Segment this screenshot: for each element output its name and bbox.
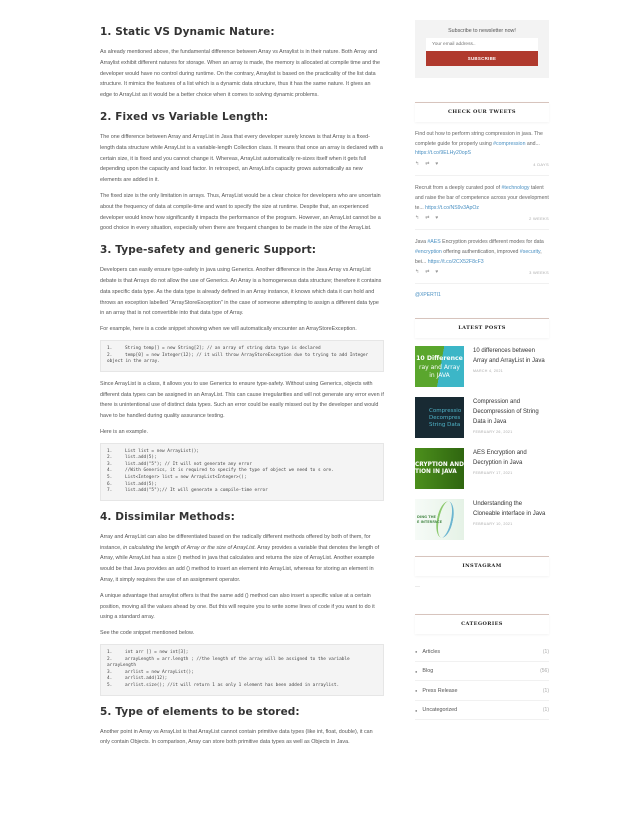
post-thumbnail[interactable]: Compressio Decompres String Data (415, 397, 464, 438)
tweet-time[interactable]: 4 DAYS (533, 162, 549, 168)
post-thumbnail[interactable]: DING THE E INTERFACE (415, 499, 464, 540)
paragraph: Here is an example. (100, 428, 148, 435)
category-item-blog[interactable]: ● Blog (56) (415, 662, 549, 682)
paragraph: Array and ArrayList can also be differentiated based on the radically different methods offered by both of them, for instance, in calculating the length of Array or the size of ArrayList. Array provides a variable that denotes the length of Array, while ArrayList has a size () method in java that calculates and returns the size of ArrayList. Another example would be that Java provides an add () method to insert an element into ArrayList, whereas for storing an element in Array, it simply requires the use of an assignment operator. (100, 533, 380, 584)
reply-icon[interactable]: ↰ (415, 215, 420, 222)
paragraph: Developers can easily ensure type-safety in java using Generics. Another difference in the Java Array vs ArrayList debate is that Arrays do not allow the use of Generics. An Array is a homogeneous data structure; therefore it contains data specific data type. As the data type is already defined in an Array instance, it knows which data it can hold and throws an exception labelled "ArrayStoreException" in the case of someone attempting to assign a different data type in an array that is not convertible into that data type of Array. (100, 267, 382, 317)
categories-widget-title: CATEGORIES (415, 614, 549, 634)
code-line: 5. List<Integer> list = new ArrayList<Integer>(); (107, 475, 247, 481)
section-static-dynamic (100, 26, 384, 101)
category-count: (56) (540, 668, 549, 675)
post-date: FEBRUARY 26, 2021 (473, 430, 513, 435)
post-thumbnail[interactable]: CRYPTION AND TION IN JAVA (415, 448, 464, 489)
hashtag-link[interactable]: #encryption (415, 248, 442, 255)
retweet-icon[interactable]: ⇄ (425, 161, 430, 168)
bullet-icon: ● (415, 707, 418, 713)
category-item-articles[interactable]: ● Articles (1) (415, 642, 549, 662)
tweet-item (415, 238, 549, 284)
hashtag-link[interactable]: #compression (493, 140, 526, 147)
post-title-link[interactable]: Understanding the Cloneable interface in Java (473, 501, 546, 518)
paragraph: For example, here is a code snippet showing when we will automatically encounter an ArrayStoreException. (100, 326, 357, 333)
email-input[interactable]: Your email address.. (426, 38, 538, 51)
code-line: 7. list.add("5");// It will generate a compile-time error (107, 488, 268, 494)
paragraph: The one difference between Array and ArrayList in Java that every developer surely knows is that Array is a fixed-length data structure while ArrayList is a variable-length Collection class. It means that once an array is declared with a certain size, it is fixed and you cannot change it. Whereas, ArrayList automatically re-sizes itself when it gets full depending upon the capacity and load factor. In retrospect, an ArrayList's capacity grows automatically as new elements are added in it. (100, 133, 383, 184)
latest-post-item[interactable] (415, 346, 549, 388)
heart-icon[interactable]: ♥ (435, 269, 439, 276)
tweets-widget-title: CHECK OUR TWEETS (415, 102, 549, 122)
tweet-url-link[interactable]: https://t.co/NS9v3ApOz (425, 204, 480, 211)
article-content (100, 22, 384, 758)
newsletter-widget (415, 20, 549, 78)
newsletter-title: Subscribe to newsletter now! (448, 28, 516, 34)
twitter-handle-link[interactable]: @XPERTI1 (415, 292, 441, 299)
code-line: 1. List list = new ArrayList(); (107, 448, 200, 454)
category-item-uncategorized[interactable]: ● Uncategorized (1) (415, 701, 549, 721)
retweet-icon[interactable]: ⇄ (425, 215, 430, 222)
post-date: MARCH 4, 2021 (473, 369, 504, 374)
section-heading: 2. Fixed vs Variable Length: (100, 110, 269, 123)
paragraph: Since ArrayList is a class, it allows you to use Generics to ensure type-safety. Without using Generics, objects with different data types can be assigned in an ArrayList. This can cause irregularities and will not generate any error even if there is unintentional use of distinct data types. Such an error could be easily missed out by the developer and would have to be handled during quality assurance testing. (100, 380, 384, 420)
subscribe-button[interactable]: SUBSCRIBE (426, 51, 538, 66)
heart-icon[interactable]: ♥ (435, 161, 439, 168)
code-line: 6. list.add(5); (107, 481, 157, 487)
code-line: 5. arrlist.size(); //it will return 1 as only 1 element has been added in arraylist. (107, 683, 340, 688)
post-date: FEBRUARY 10, 2021 (473, 522, 513, 527)
hashtag-link[interactable]: #AES (427, 239, 441, 246)
tweet-url-link[interactable]: https://t.co/2CX52F8cF3 (427, 258, 484, 265)
latest-posts-widget-title: LATEST POSTS (415, 318, 549, 338)
code-line: 4. arrlist.add(12); (107, 676, 168, 682)
paragraph: As already mentioned above, the fundamental difference between Array vs Arraylist is in their nature. Both Array and Arraylist exhibit different natures for storage. When an array is made, the memory is allocated at compile time and the developer would have no control during runtime. On the contrary, Arraylist is based on the practicality of the list data structure. It mimics the features of a list which is a dynamic data structure, thus it has the same nature. It gives an edge to ArrayList as it would be a better choice when it comes to solving dynamic problems. (100, 49, 381, 99)
paragraph: Another point in Array vs ArrayList is that ArrayList cannot contain primitive data types (like int, float, double), it can only contain Objects. In comparison, Array can store both primitive data types as well as Objects in Java. (100, 728, 373, 746)
tweet-time[interactable]: 3 WEEKS (529, 270, 549, 276)
category-count: (1) (542, 707, 549, 714)
tweet-time[interactable]: 2 WEEKS (529, 216, 549, 222)
section-type-safety (100, 244, 384, 501)
section-heading: 1. Static VS Dynamic Nature: (100, 26, 275, 38)
bullet-icon: ● (415, 668, 418, 674)
retweet-icon[interactable]: ⇄ (425, 269, 430, 276)
code-line: 2. arrayLength = arr.length ; //the length of the array will be assigned to the variable arrayLength (107, 656, 353, 669)
section-dissimilar-methods (100, 511, 384, 696)
category-item-press-release[interactable]: ● Press Release (1) (415, 681, 549, 701)
section-heading: 5. Type of elements to be stored: (100, 705, 300, 718)
paragraph: A unique advantage that arraylist offers is that the same add () method can also insert a specific value at a certain position, moving all the values ahead by one. But this will require you to write some lines of code if you want to do it using a standard array. (100, 592, 375, 621)
instagram-widget-title: INSTAGRAM (415, 556, 549, 576)
tweet-text: Java #AES Encryption provides different modes for data #encryption offering authentication, improved #security, bei... https://t.co/2CX52F8cF3 (415, 239, 544, 265)
category-count: (1) (542, 687, 549, 694)
tweet-url-link[interactable]: https://t.co/9ELHy20opS (415, 150, 471, 157)
tweet-item (415, 130, 549, 176)
section-fixed-variable (100, 111, 384, 234)
latest-post-item[interactable] (415, 448, 549, 490)
post-thumbnail[interactable]: 10 Difference ray and Array in JAVA (415, 346, 464, 387)
post-title-link[interactable]: AES Encryption and Decryption in Java (473, 450, 527, 467)
instagram-feed: — (415, 584, 420, 591)
code-line: 1. String temp[] = new String[2]; // an array of string data type is declared (107, 345, 321, 351)
post-date: FEBRUARY 17, 2021 (473, 471, 513, 476)
tweet-item (415, 184, 549, 230)
section-heading: 4. Dissimilar Methods: (100, 510, 235, 523)
section-element-types (100, 706, 384, 749)
section-heading: 3. Type-safety and generic Support: (100, 244, 317, 257)
code-snippet-generics (100, 443, 384, 501)
latest-post-item[interactable] (415, 499, 549, 541)
code-line: 3. list.add("5"); // It will not generate any error (107, 461, 252, 467)
paragraph: The fixed size is the only limitation in arrays. Thus, ArrayList would be a clear choice for developers who are uncertain about the frequency of data at compile-time and want to specify the size at runtime. Despite that, an experienced developer would know how significantly it impacts the performance of the program. However, an ArrayList cannot be a good choice in every situation, especially when there are frequent changes to be made in the size of the ArrayList. (100, 192, 381, 232)
paragraph: See the code snippet mentioned below. (100, 630, 195, 637)
hashtag-link[interactable]: #security (519, 248, 541, 255)
code-line: 3. arrlist = new ArrayList(); (107, 669, 194, 675)
categories-list (415, 642, 549, 720)
code-line: 2. list.add(5); (107, 455, 157, 461)
tweet-text: Find out how to perform string compression in java. The complete guide for properly using #compression and... https://t.co/9ELHy20opS (415, 131, 543, 157)
code-line: 1. int arr [] = new int[3]; (107, 650, 189, 656)
post-title-link[interactable]: Compression and Decompression of String Data in Java (473, 399, 539, 426)
code-snippet-array-store (100, 340, 384, 372)
tweet-text: Recruit from a deeply curated pool of #technology talent and raise the bar of competence across your development te... https://t.co/NS9v3ApOz (415, 185, 549, 211)
code-line: 2. temp[0] = new Integer(12); // it will throw ArrayStoreException due to trying to add Integer object in the array. (107, 352, 371, 365)
reply-icon[interactable]: ↰ (415, 161, 420, 168)
hashtag-link[interactable]: #technology (501, 185, 530, 192)
post-title-link[interactable]: 10 differences between Array and ArrayList in Java (473, 348, 545, 365)
latest-post-item[interactable] (415, 397, 549, 439)
code-line: 4. //With Generics, it is required to specify the type of object we need to s ore. (107, 468, 334, 474)
bullet-icon: ● (415, 688, 418, 694)
category-count: (1) (542, 648, 549, 655)
code-snippet-methods (100, 644, 384, 696)
bullet-icon: ● (415, 649, 418, 655)
sidebar (415, 20, 549, 720)
heart-icon[interactable]: ♥ (435, 215, 439, 222)
reply-icon[interactable]: ↰ (415, 269, 420, 276)
